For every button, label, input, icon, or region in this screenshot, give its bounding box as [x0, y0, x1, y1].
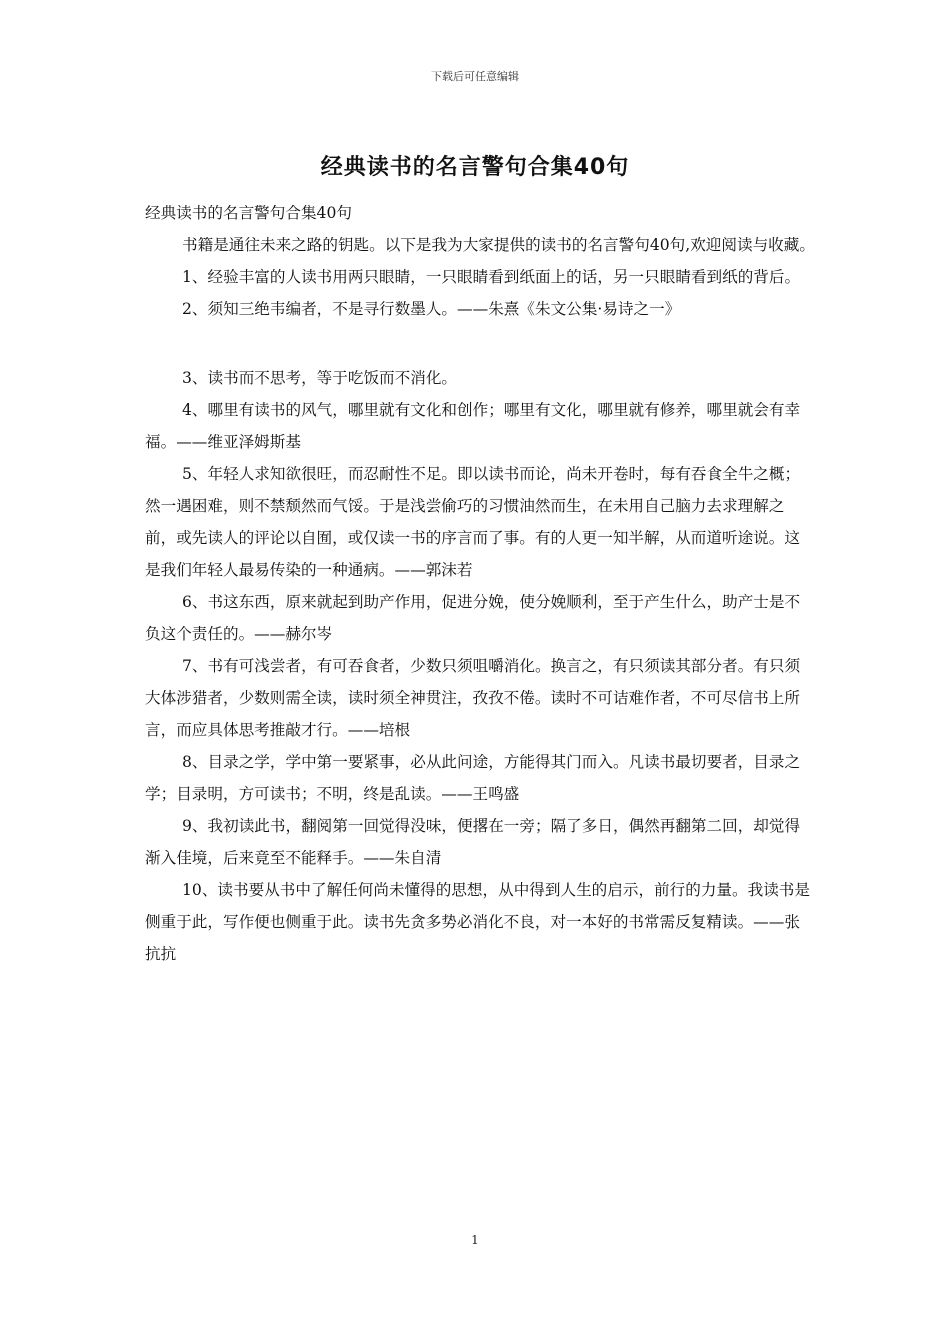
document-subtitle: 经典读书的名言警句合集40句 [145, 204, 352, 222]
quote-paragraph: 9、我初读此书，翻阅第一回觉得没味，便撂在一旁；隔了多日，偶然再翻第二回，却觉得渐入佳境，后来竟至不能释手。——朱自清 [145, 817, 801, 867]
quote-paragraph: 4、哪里有读书的风气，哪里就有文化和创作；哪里有文化，哪里就有修养，哪里就会有幸福。——维亚泽姆斯基 [145, 401, 801, 451]
page-number: 1 [471, 1233, 479, 1247]
paragraph-spacer [145, 325, 815, 362]
quote-paragraph: 1、经验丰富的人读书用两只眼睛，一只眼睛看到纸面上的话，另一只眼睛看到纸的背后。 [182, 268, 801, 286]
quote-paragraph: 8、目录之学，学中第一要紧事，必从此问途，方能得其门而入。凡读书最切要者，目录之学；目录明，方可读书；不明，终是乱读。——王鸣盛 [145, 753, 801, 803]
quote-paragraph: 5、年轻人求知欲很旺，而忍耐性不足。即以读书而论，尚未开卷时，每有吞食全牛之概；然一遇困难，则不禁颓然而气馁。于是浅尝偷巧的习惯油然而生，在未用自己脑力去求理解之前，或先读人的评论以自囿，或仅读一书的序言而了事。有的人更一知半解，从而道听途说。这是我们年轻人最易传染的一种通病。——郭沫若 [145, 465, 801, 579]
quote-paragraph: 3、读书而不思考，等于吃饭而不消化。 [182, 369, 458, 387]
document-title: 经典读书的名言警句合集40句 [320, 155, 630, 180]
header-note: 下载后可任意编辑 [431, 70, 519, 83]
document-body [145, 197, 815, 970]
quote-paragraph: 7、书有可浅尝者，有可吞食者，少数只须咀嚼消化。换言之，有只须读其部分者。有只须大体涉猎者，少数则需全读，读时须全神贯注，孜孜不倦。读时不可诘难作者，不可尽信书上所言，而应具体思考推敲才行。——培根 [145, 657, 801, 739]
quote-paragraph: 6、书这东西，原来就起到助产作用，促进分娩，使分娩顺利，至于产生什么，助产士是不负这个责任的。——赫尔岑 [145, 593, 801, 643]
quote-paragraph: 2、须知三绝韦编者，不是寻行数墨人。——朱熹《朱文公集·易诗之一》 [182, 300, 681, 318]
quote-paragraph: 10、读书要从书中了解任何尚未懂得的思想，从中得到人生的启示，前行的力量。我读书是侧重于此，写作便也侧重于此。读书先贪多势必消化不良，对一本好的书常需反复精读。——张抗抗 [145, 881, 810, 963]
intro-paragraph: 书籍是通往未来之路的钥匙。以下是我为大家提供的读书的名言警句40句,欢迎阅读与收藏。 [182, 236, 815, 254]
